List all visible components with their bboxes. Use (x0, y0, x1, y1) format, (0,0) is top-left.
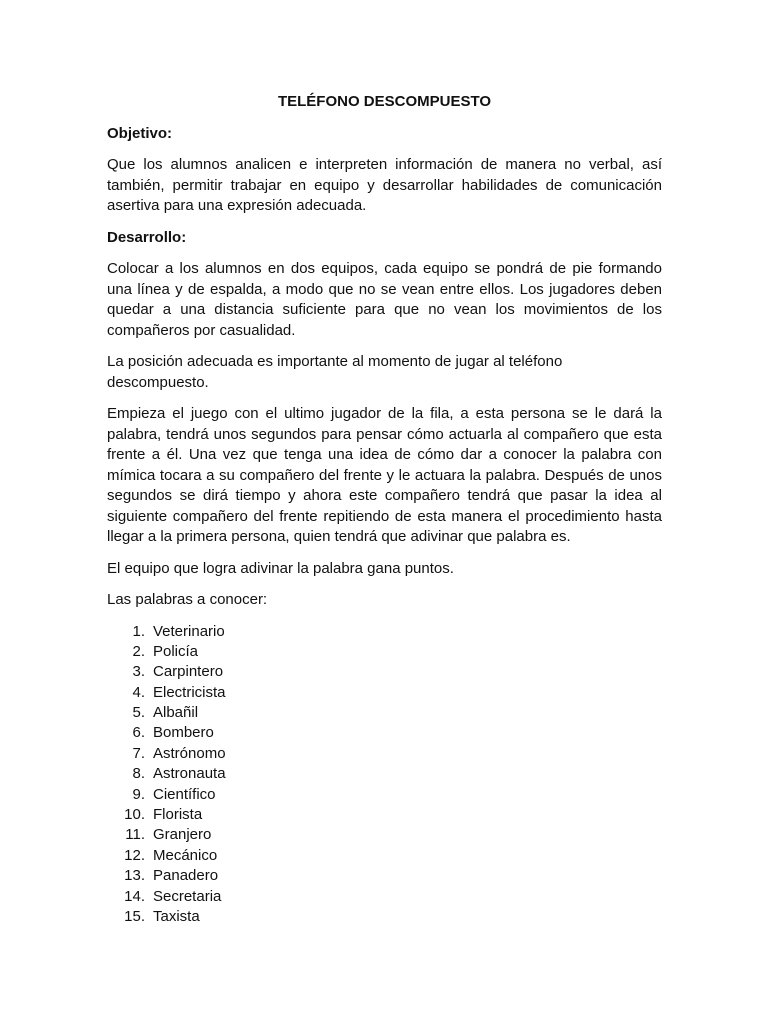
list-item-number: 3. (132, 663, 145, 681)
document-title: TELÉFONO DESCOMPUESTO (277, 93, 492, 110)
list-item-word: Panadero (153, 867, 219, 885)
document-page (107, 92, 662, 927)
objetivo-heading: Objetivo: (107, 124, 173, 142)
list-item (107, 907, 662, 927)
list-item (107, 703, 662, 723)
list-item-number: 8. (132, 765, 145, 783)
list-item (107, 744, 662, 764)
list-item-word: Taxista (153, 907, 200, 925)
list-item-word: Granjero (153, 826, 212, 844)
desarrollo-paragraph-1: Colocar a los alumnos en dos equipos, cada equipo se pondrá de pie formando una línea y de espalda, a modo que no se vean entre ellos. Los jugadores deben quedar a una distancia suficiente para que no vean los movimientos de los compañeros por casualidad. (107, 260, 662, 339)
list-item-number: 7. (132, 744, 145, 762)
list-item-number: 11. (125, 826, 145, 844)
list-item-number: 1. (132, 622, 145, 640)
list-item-number: 12. (124, 846, 145, 864)
list-item-word: Florista (153, 806, 203, 824)
list-item-word: Carpintero (153, 663, 224, 681)
desarrollo-heading: Desarrollo: (107, 228, 187, 246)
list-item-number: 14. (124, 887, 145, 905)
list-item-word: Científico (153, 785, 216, 803)
list-item-word: Bombero (153, 724, 214, 742)
list-item (107, 825, 662, 845)
desarrollo-paragraph-4: El equipo que logra adivinar la palabra gana puntos. (107, 559, 454, 577)
list-item (107, 642, 662, 662)
list-item (107, 887, 662, 907)
list-item-word: Secretaria (153, 887, 222, 905)
list-item-number: 4. (132, 683, 145, 701)
list-item-word: Astrónomo (153, 744, 226, 762)
list-item (107, 662, 662, 682)
list-item-word: Albañil (153, 704, 199, 722)
list-item-number: 5. (132, 704, 145, 722)
list-item (107, 785, 662, 805)
list-item-number: 10. (124, 806, 145, 824)
list-item-word: Mecánico (153, 846, 218, 864)
word-list (107, 622, 662, 928)
list-item-number: 15. (124, 907, 145, 925)
list-item (107, 683, 662, 703)
list-item (107, 723, 662, 743)
list-item-number: 9. (132, 785, 145, 803)
list-item-word: Policía (153, 642, 199, 660)
list-item (107, 622, 662, 642)
list-item-number: 13. (124, 867, 145, 885)
desarrollo-paragraph-2: La posición adecuada es importante al momento de jugar al teléfono descompuesto. (107, 353, 563, 391)
list-item (107, 764, 662, 784)
objetivo-text: Que los alumnos analicen e interpreten información de manera no verbal, así también, permitir trabajar en equipo y desarrollar habilidades de comunicación asertiva para una expresión adecuada. (107, 156, 662, 214)
desarrollo-paragraph-3: Empieza el juego con el ultimo jugador de la fila, a esta persona se le dará la palabra, tendrá unos segundos para pensar cómo actuarla al compañero que esta frente a él. Una vez que tenga una idea de cómo dar a conocer la palabra con mímica tocara a su compañero del frente y le actuara la palabra. Después de unos segundos se dirá tiempo y ahora este compañero tendrá que pasar la idea al siguiente compañero del frente repitiendo de esta manera el procedimiento hasta llegar a la primera persona, quien tendrá que adivinar que palabra es. (107, 405, 662, 545)
list-item-word: Veterinario (153, 622, 225, 640)
palabras-intro: Las palabras a conocer: (107, 591, 268, 608)
list-item (107, 846, 662, 866)
list-item-number: 2. (132, 642, 145, 660)
list-item-number: 6. (132, 724, 145, 742)
list-item (107, 866, 662, 886)
list-item (107, 805, 662, 825)
list-item-word: Electricista (153, 683, 226, 701)
list-item-word: Astronauta (153, 765, 226, 783)
